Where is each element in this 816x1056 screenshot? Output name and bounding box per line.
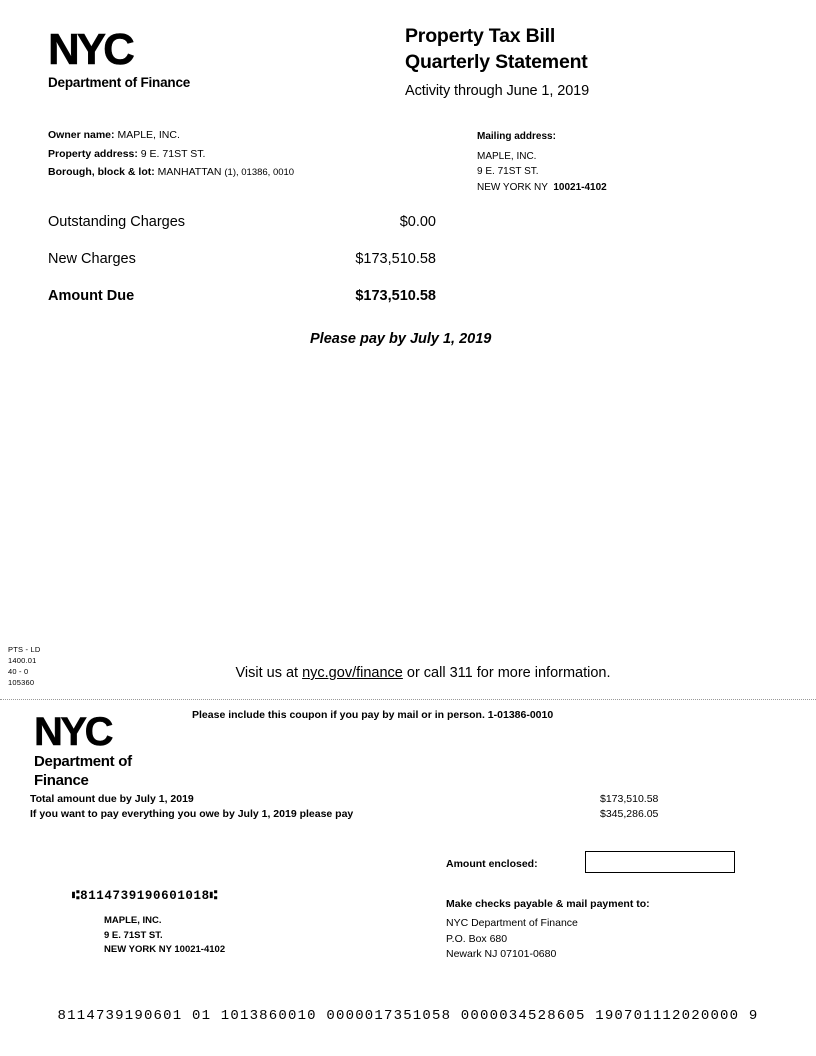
coupon-mailing-address — [104, 914, 225, 958]
coupon-barcode-text: ⑆8114739190601018⑆ — [72, 889, 218, 903]
amount-due-label: Amount Due — [48, 288, 135, 304]
pts-code-line-3: 40 - 0 — [8, 666, 29, 676]
borough-block-lot-label: Borough, block & lot: — [48, 166, 155, 179]
coupon-pay-everything-row — [30, 807, 720, 822]
nyc-logo-department: Department of Finance — [48, 75, 191, 90]
nyc-logo-header — [48, 25, 191, 90]
mailing-address-line1: MAPLE, INC. — [477, 150, 537, 162]
mailing-address-title: Mailing address: — [477, 131, 556, 142]
nyc-logo-coupon — [34, 712, 132, 790]
borough-block-lot-detail: (1), 01386, 0010 — [224, 167, 295, 179]
coupon-addr-name: MAPLE, INC. — [104, 915, 162, 926]
coupon-instruction-note: Please include this coupon if you pay by mail or in person. 1-01386-0010 — [192, 709, 554, 721]
property-address-value: 9 E. 71ST ST. — [140, 147, 206, 160]
nyc-logo-wordmark: NYC — [48, 25, 132, 74]
coupon-amounts-block — [30, 792, 720, 822]
please-pay-by-text: Please pay by July 1, 2019 — [310, 331, 492, 347]
owner-name-label: Owner name: — [48, 129, 115, 141]
borough-block-lot-value: MANHATTAN — [157, 166, 222, 179]
property-address-label: Property address: — [48, 147, 138, 160]
property-address-row — [48, 145, 294, 164]
amount-enclosed-input[interactable] — [585, 851, 735, 873]
coupon-total-due-value: $173,510.58 — [600, 793, 659, 805]
document-title-block — [405, 24, 785, 99]
coupon-pay-everything-value: $345,286.05 — [600, 808, 659, 821]
payable-line3: Newark NJ 07101-0680 — [446, 948, 557, 961]
amount-enclosed-label: Amount enclosed: — [446, 858, 538, 870]
coupon-pay-everything-label: If you want to pay everything you owe by July 1, 2019 please pay — [30, 808, 354, 821]
nyc-finance-link[interactable]: nyc.gov/finance — [302, 665, 403, 681]
outstanding-charges-amount: $0.00 — [399, 214, 436, 230]
mailing-address-line2: 9 E. 71ST ST. — [477, 166, 539, 177]
mailing-address-block — [477, 129, 607, 195]
page-subtitle: Activity through June 1, 2019 — [405, 82, 590, 99]
coupon-logo-department-line2: Finance — [34, 771, 89, 789]
borough-block-lot-row — [48, 163, 294, 182]
payable-line2: P.O. Box 680 — [446, 932, 508, 945]
mailing-address-zip: 10021-4102 — [553, 181, 607, 193]
new-charges-amount: $173,510.58 — [355, 251, 436, 267]
mailing-address-city-state: NEW YORK NY — [477, 181, 548, 193]
visit-prefix-text: Visit us at — [235, 665, 303, 681]
charges-summary — [48, 214, 436, 325]
charge-row-amount-due — [48, 288, 436, 304]
payable-line1: NYC Department of Finance — [446, 916, 578, 929]
page-title-line1: Property Tax Bill — [405, 25, 556, 47]
page-title-line2: Quarterly Statement — [405, 50, 588, 73]
coupon-addr-city-zip: NEW YORK NY 10021-4102 — [104, 944, 226, 956]
visit-info-line — [0, 665, 816, 681]
pts-code-line-2: 1400.01 — [8, 655, 37, 665]
owner-name-row — [48, 126, 294, 145]
owner-name-value: MAPLE, INC. — [117, 129, 180, 141]
coupon-total-due-label: Total amount due by July 1, 2019 — [30, 793, 194, 805]
coupon-logo-wordmark: NYC — [34, 710, 111, 754]
new-charges-label: New Charges — [48, 251, 136, 267]
owner-info-block — [48, 126, 294, 182]
micr-scanline: 8114739190601 01 1013860010 0000017351058 0000034528605 190701112020000 9 — [57, 1008, 759, 1024]
coupon-total-due-row — [30, 792, 720, 807]
payable-title: Make checks payable & mail payment to: — [446, 898, 650, 910]
charge-row-outstanding — [48, 214, 436, 230]
coupon-addr-street: 9 E. 71ST ST. — [104, 929, 163, 941]
pts-code-line-4: 105360 — [8, 677, 35, 687]
amount-due-amount: $173,510.58 — [355, 288, 436, 304]
mailing-address-city-zip — [477, 180, 607, 196]
charge-row-new — [48, 251, 436, 267]
visit-suffix-text: or call 311 for more information. — [402, 665, 611, 681]
make-checks-payable-block — [446, 897, 650, 963]
outstanding-charges-label: Outstanding Charges — [48, 214, 186, 230]
perforation-divider — [0, 699, 816, 700]
coupon-logo-department-line1: Department of — [34, 753, 132, 770]
pts-code-line-1: PTS - LD — [8, 645, 41, 654]
